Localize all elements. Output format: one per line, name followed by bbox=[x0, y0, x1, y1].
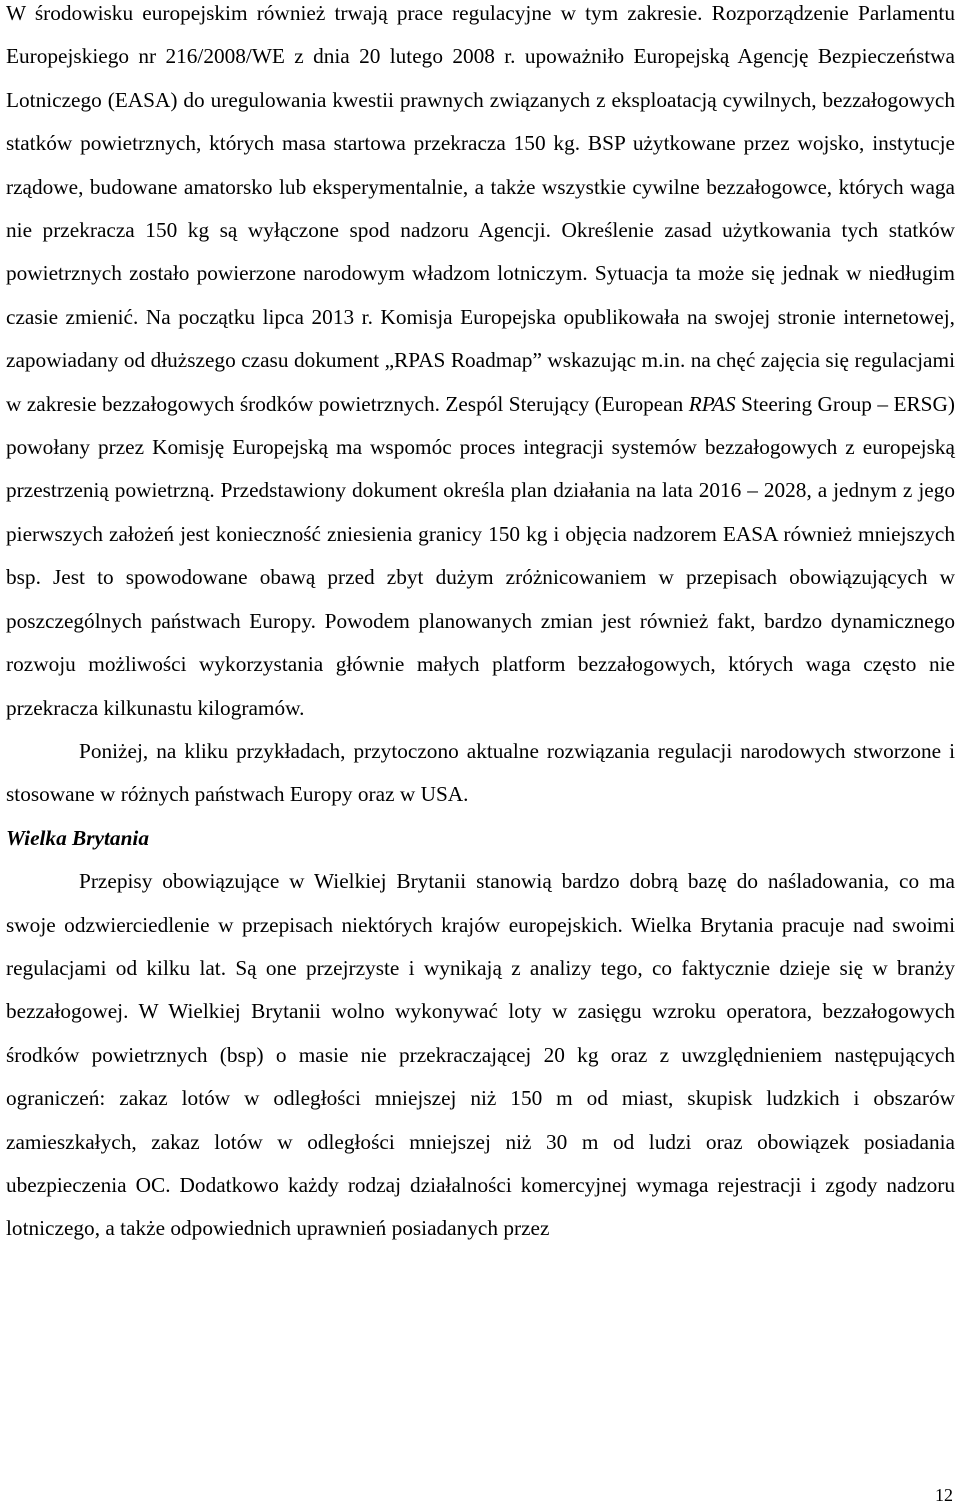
paragraph-national-examples: Poniżej, na kliku przykładach, przytoczono aktualne rozwiązania regulacji narodowych stworzone i stosowane w różnych państwach Europy oraz w USA. bbox=[6, 738, 955, 807]
paragraph-uk-regulations: Przepisy obowiązujące w Wielkiej Brytanii stanowią bardzo dobrą bazę do naśladowania, co ma swoje odzwierciedlenie w przepisach niektórych krajów europejskich. Wielka Brytania pracuje nad swoimi regulacjami od kilku lat. Są one przejrzyste i wynikają z analizy tego, co faktycznie dzieje się w branży bezzałogowej. W Wielkiej Brytanii wolno wykonywać loty w zasięgu wzroku operatora, bezzałogowych środków powietrznych (bsp) o masie nie przekraczającej 20 kg oraz z uwzględnieniem następujących ograniczeń: zakaz lotów w odległości mniejszej niż 150 m od miast, skupisk ludzkich i obszarów zamieszkałych, zakaz lotów w odległości mniejszej niż 30 m od ludzi oraz obowiązek posiadania ubezpieczenia OC. Dodatkowo każdy rodzaj działalności komercyjnej wymaga rejestracji i zgody nadzoru lotniczego, a także odpowiednich uprawnień posiadanych przez bbox=[6, 869, 955, 1241]
paragraph-eu-regulations bbox=[6, 0, 955, 730]
section-heading-uk: Wielka Brytania bbox=[6, 825, 149, 850]
page-content bbox=[6, 0, 955, 1251]
page-number: 12 bbox=[935, 1485, 953, 1505]
paragraph-eu-regulations-text-tail: Steering Group – ERSG) powołany przez Komisję Europejską ma wspomóc proces integracji systemów bezzałogowych z europejską przestrzenią powietrzną. Przedstawiony dokument określa plan działania na lata 2016 – 2028, a jednym z jego pierwszych założeń jest konieczność zniesienia granicy 150 kg i objęcia nadzorem EASA również mniejszych bsp. Jest to spowodowane obawą przed zbyt dużym zróżnicowaniem w przepisach obowiązujących w poszczególnych państwach Europy. Powodem planowanych zmian jest również fakt, bardzo dynamicznego rozwoju możliwości wykorzystania głównie małych platform bezzałogowych, których waga często nie przekracza kilkunastu kilogramów. bbox=[6, 391, 956, 720]
paragraph-eu-regulations-text: W środowisku europejskim również trwają prace regulacyjne w tym zakresie. Rozporządzenie Parlamentu Europejskiego nr 216/2008/WE z dnia 20 lutego 2008 r. upoważniło Europejską Agencję Bezpieczeństwa Lotniczego (EASA) do uregulowania kwestii prawnych związanych z eksploatacją cywilnych, bezzałogowych statków powietrznych, których masa startowa przekracza 150 kg. BSP użytkowane przez wojsko, instytucje rządowe, budowane amatorsko lub eksperymentalnie, a także wszystkie cywilne bezzałogowce, których waga nie przekracza 150 kg są wyłączone spod nadzoru Agencji. Określenie zasad użytkowania tych statków powietrznych zostało powierzone narodowym władzom lotniczym. Sytuacja ta może się jednak w niedługim czasie zmienić. Na początku lipca 2013 r. Komisja Europejska opublikowała na swojej stronie internetowej, zapowiadany od dłuższego czasu dokument „RPAS Roadmap” wskazując m.in. na chęć zajęcia się regulacjami w zakresie bezzałogowych środków powietrznych. Zespól Sterujący (European bbox=[6, 1, 955, 416]
rpas-italic-term: RPAS bbox=[688, 391, 736, 416]
